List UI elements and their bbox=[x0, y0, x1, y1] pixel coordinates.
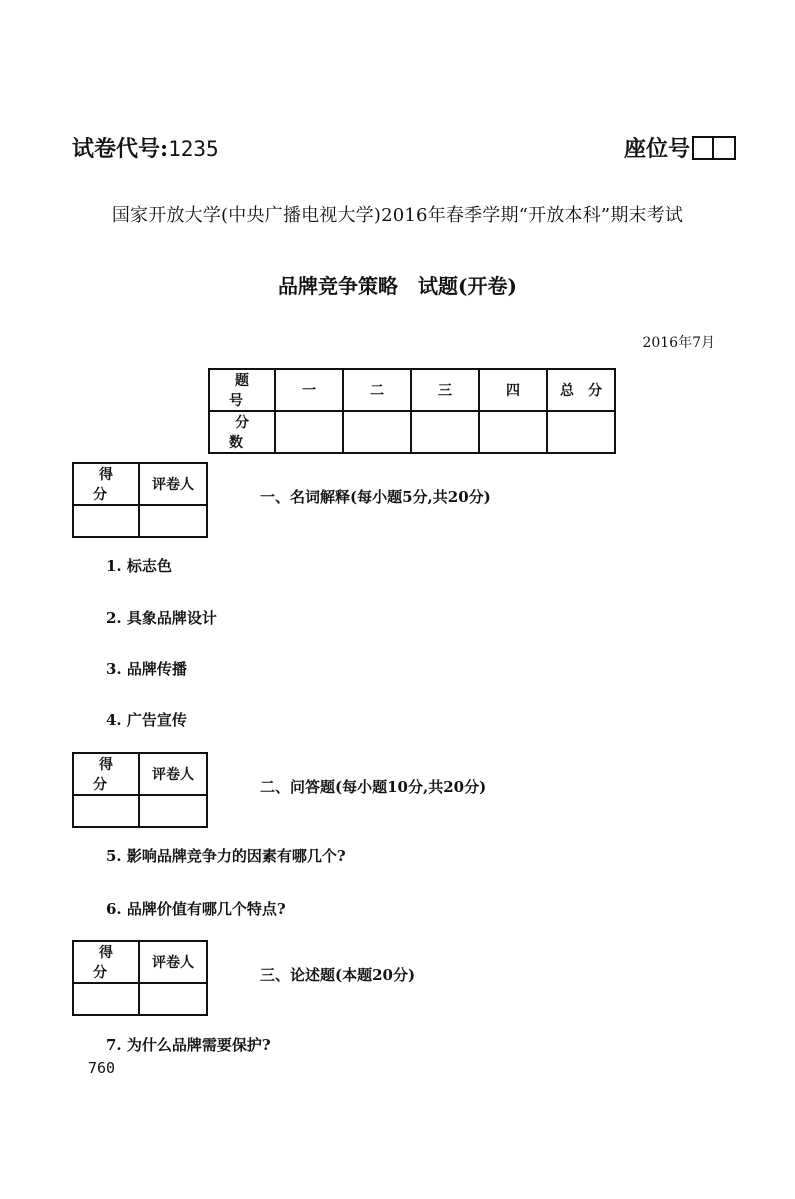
seat-box bbox=[714, 136, 736, 160]
seat-box bbox=[692, 136, 714, 160]
grader-score-cell bbox=[73, 505, 139, 537]
score-table-header-row bbox=[209, 369, 615, 411]
seat-number bbox=[624, 132, 736, 163]
paper-title: 品牌竞争策略 试题(开卷) bbox=[278, 274, 517, 298]
exam-date: 2016年7月 bbox=[642, 335, 715, 351]
page-number: 760 bbox=[88, 1059, 116, 1077]
score-table-column: 二 bbox=[343, 369, 411, 411]
question-item: 2. 具象品牌设计 bbox=[106, 609, 217, 627]
grader-box bbox=[72, 462, 208, 538]
score-table-score-label: 分 数 bbox=[209, 411, 275, 453]
score-table-column: 总 分 bbox=[547, 369, 615, 411]
grader-name-label: 评卷人 bbox=[139, 941, 207, 983]
grader-score-label: 得 分 bbox=[73, 941, 139, 983]
seat-number-label: 座位号 bbox=[624, 136, 691, 162]
grader-score-label: 得 分 bbox=[73, 463, 139, 505]
exam-title: 国家开放大学(中央广播电视大学)2016年春季学期“开放本科”期末考试 bbox=[111, 205, 684, 226]
score-cell bbox=[479, 411, 547, 453]
section-title: 三、论述题(本题20分) bbox=[260, 966, 416, 984]
section-title: 一、名词解释(每小题5分,共20分) bbox=[260, 488, 491, 506]
grader-box bbox=[72, 752, 208, 828]
grader-score-cell bbox=[73, 983, 139, 1015]
grader-name-cell bbox=[139, 983, 207, 1015]
grader-score-label: 得 分 bbox=[73, 753, 139, 795]
seat-number-boxes bbox=[692, 136, 736, 160]
question-item: 6. 品牌价值有哪几个特点? bbox=[106, 900, 286, 918]
score-table-column: 一 bbox=[275, 369, 343, 411]
score-table bbox=[208, 368, 616, 454]
grader-name-cell bbox=[139, 795, 207, 827]
section-title: 二、问答题(每小题10分,共20分) bbox=[260, 778, 487, 796]
question-item: 3. 品牌传播 bbox=[106, 660, 187, 678]
question-item: 1. 标志色 bbox=[106, 557, 172, 575]
score-cell bbox=[343, 411, 411, 453]
score-table-column: 四 bbox=[479, 369, 547, 411]
grader-name-cell bbox=[139, 505, 207, 537]
paper-code-number: 1235 bbox=[168, 137, 219, 161]
grader-name-label: 评卷人 bbox=[139, 753, 207, 795]
score-table-header-label: 题 号 bbox=[209, 369, 275, 411]
grader-box bbox=[72, 940, 208, 1016]
grader-score-cell bbox=[73, 795, 139, 827]
paper-code-label: 试卷代号: bbox=[72, 136, 169, 162]
score-cell bbox=[547, 411, 615, 453]
question-item: 4. 广告宣传 bbox=[106, 711, 187, 729]
paper-code bbox=[72, 132, 219, 163]
grader-name-label: 评卷人 bbox=[139, 463, 207, 505]
question-item: 5. 影响品牌竞争力的因素有哪几个? bbox=[106, 847, 346, 865]
score-table-column: 三 bbox=[411, 369, 479, 411]
question-item: 7. 为什么品牌需要保护? bbox=[106, 1036, 271, 1054]
score-cell bbox=[411, 411, 479, 453]
score-table-score-row bbox=[209, 411, 615, 453]
